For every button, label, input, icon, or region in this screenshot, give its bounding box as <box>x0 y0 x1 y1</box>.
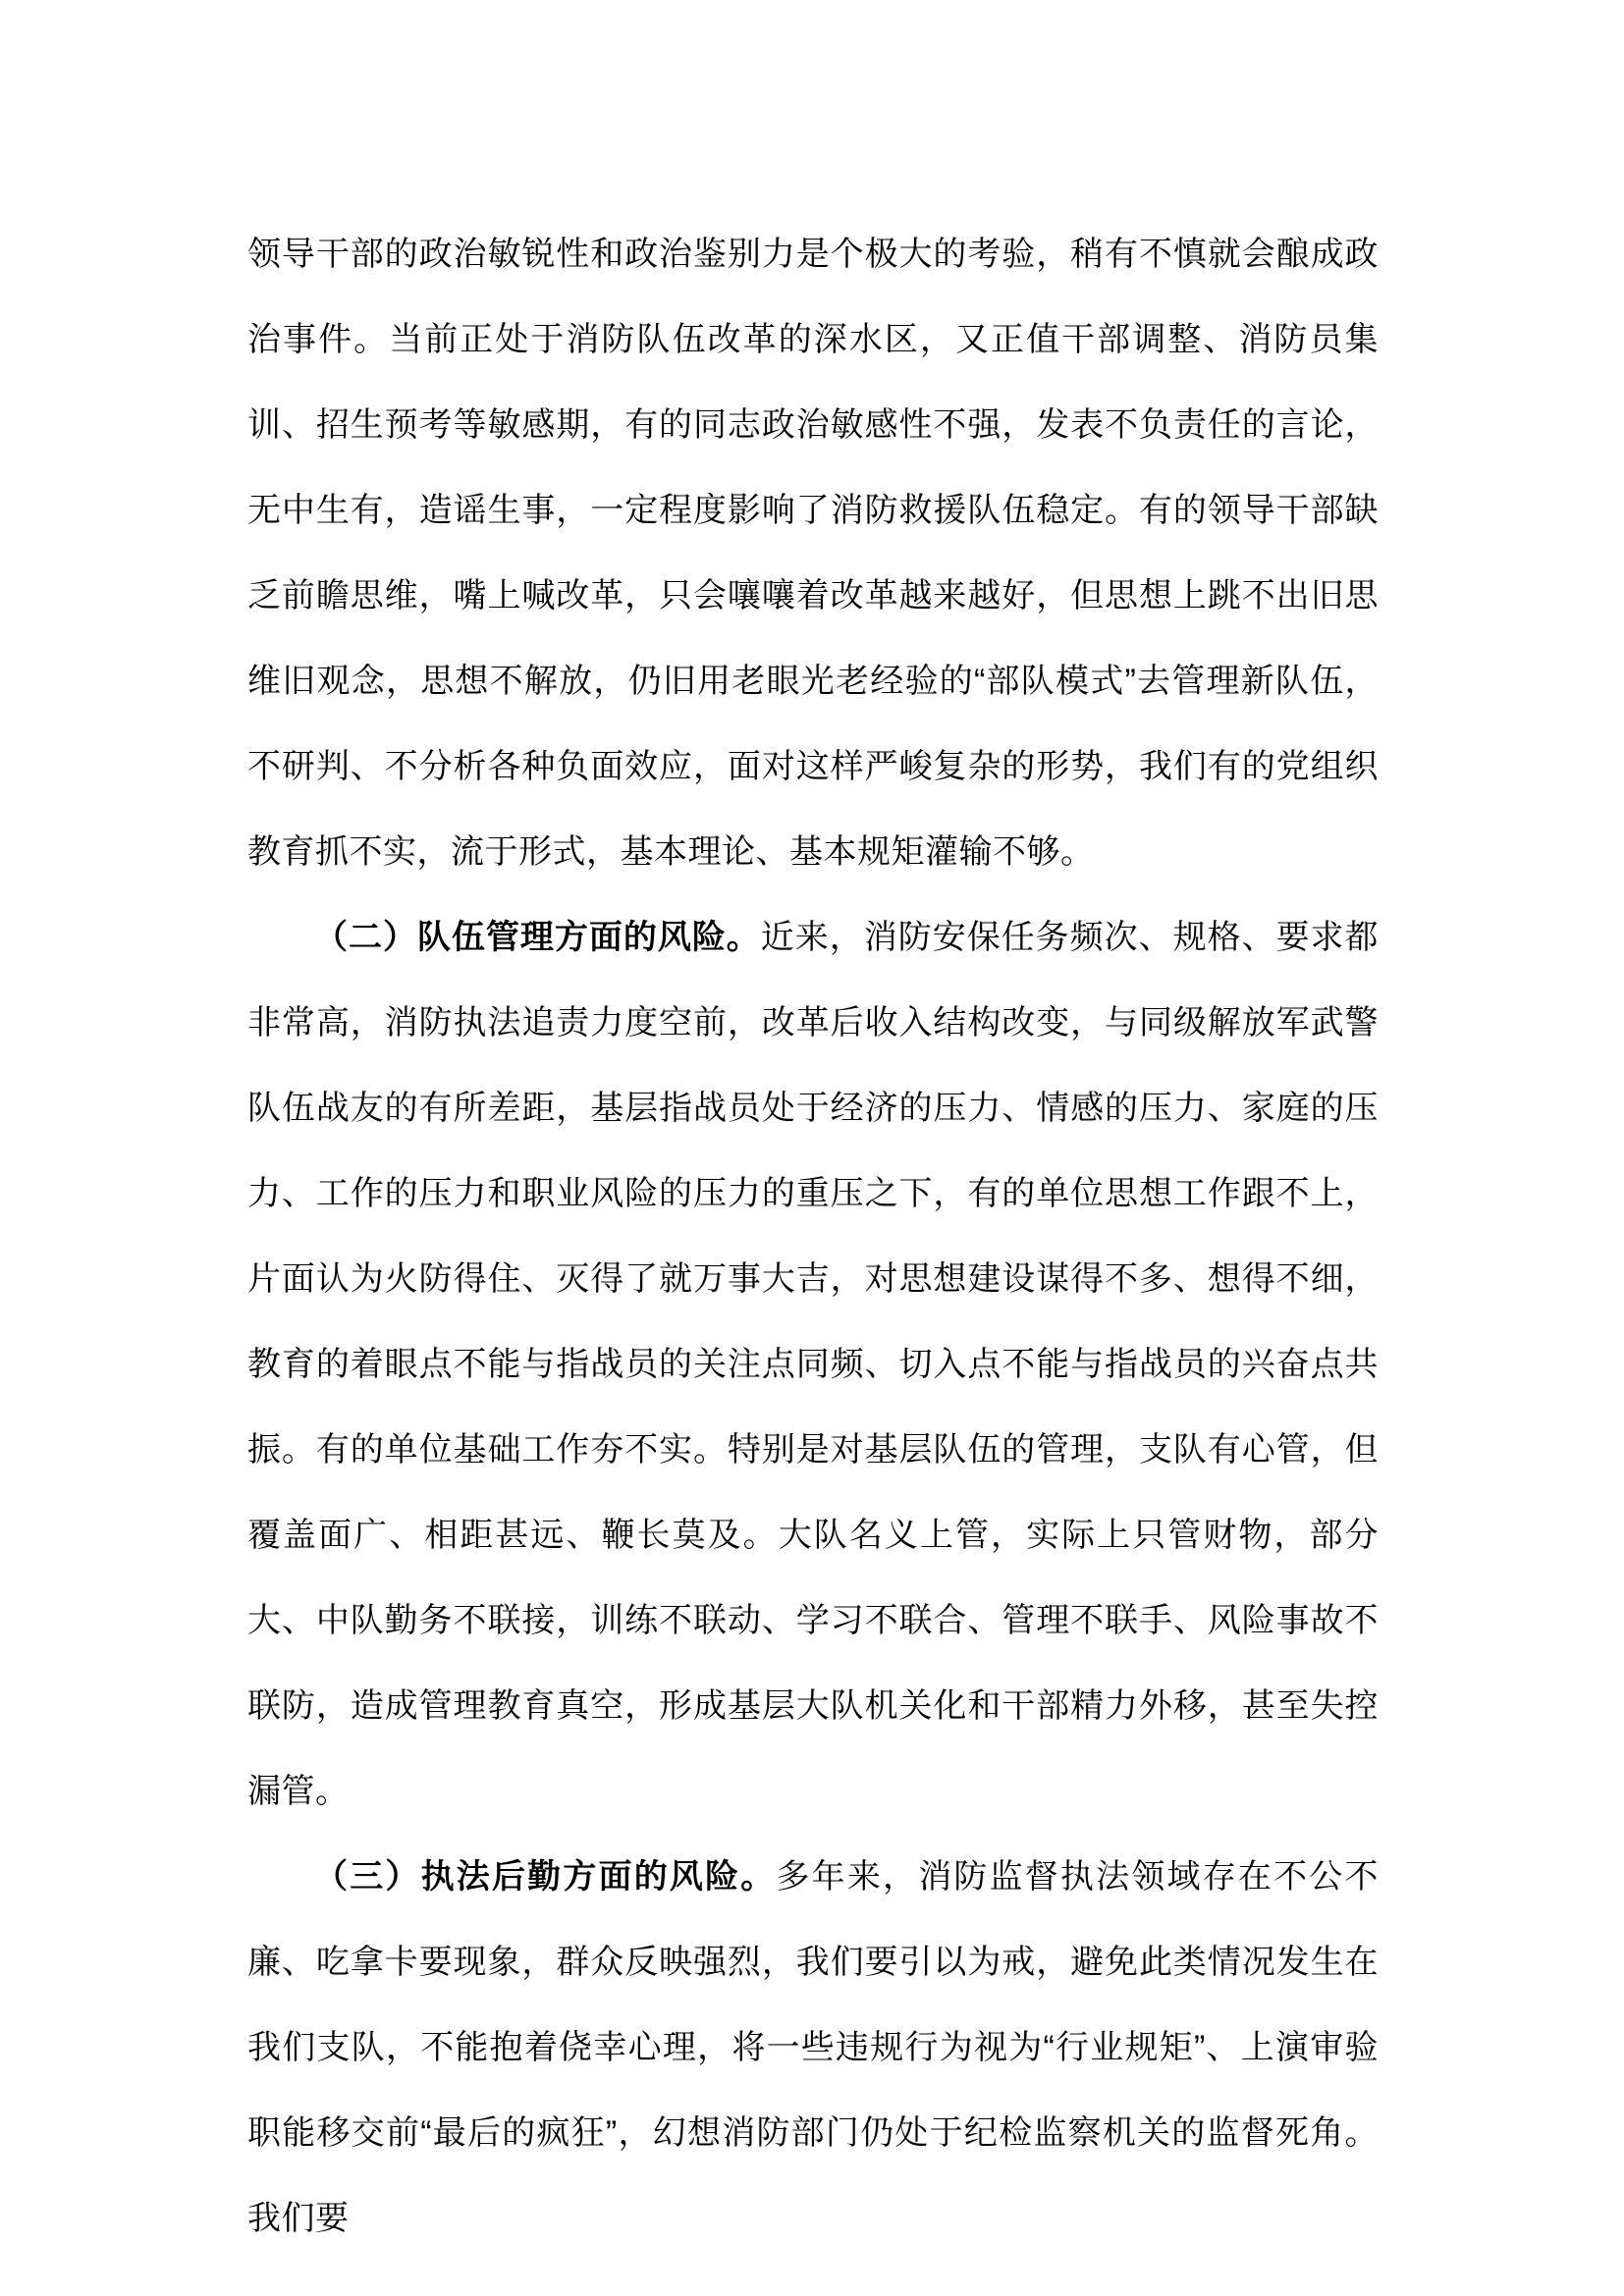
paragraph-text: 领导干部的政治敏锐性和政治鉴别力是个极大的考验，稍有不慎就会酿成政治事件。当前正处于消防队伍改革的深水区，又正值干部调整、消防员集训、招生预考等敏感期，有的同志政治敏感性不强，发表不负责任的言论，无中生有，造谣生事，一定程度影响了消防救援队伍稳定。有的领导干部缺乏前瞻思维，嘴上喊改革，只会嚷嚷着改革越来越好，但思想上跳不出旧思维旧观念，思想不解放，仍旧用老眼光老经验的“部队模式”去管理新队伍，不研判、不分析各种负面效应，面对这样严峻复杂的形势，我们有的党组织教育抓不实，流于形式，基本理论、基本规矩灌输不够。 <box>247 236 1379 871</box>
paragraph-text: 多年来，消防监督执法领域存在不公不廉、吃拿卡要现象，群众反映强烈，我们要引以为戒，避免此类情况发生在我们支队，不能抱着侥幸心理，将一些违规行为视为“行业规矩”、上演审验职能移交前“最后的疯狂”，幻想消防部门仍处于纪检监察机关的监督死角。我们要 <box>247 1858 1380 2237</box>
document-text-block <box>247 212 1379 2262</box>
section-heading-risk-team-management: （二）队伍管理方面的风险。 <box>314 919 761 956</box>
paragraph-section-2 <box>247 895 1379 1835</box>
paragraph-continuation <box>247 212 1379 895</box>
paragraph-section-3 <box>247 1835 1379 2262</box>
section-heading-risk-law-enforcement-logistics: （三）执法后勤方面的风险。 <box>314 1858 777 1896</box>
paragraph-text: 近来，消防安保任务频次、规格、要求都非常高，消防执法追责力度空前，改革后收入结构改变，与同级解放军武警队伍战友的有所差距，基层指战员处于经济的压力、情感的压力、家庭的压力、工作的压力和职业风险的压力的重压之下，有的单位思想工作跟不上，片面认为火防得住、灭得了就万事大吉，对思想建设谋得不多、想得不细，教育的着眼点不能与指战员的关注点同频、切入点不能与指战员的兴奋点共振。有的单位基础工作夯不实。特别是对基层队伍的管理，支队有心管，但覆盖面广、相距甚远、鞭长莫及。大队名义上管，实际上只管财物，部分大、中队勤务不联接，训练不联动、学习不联合、管理不联手、风险事故不联防，造成管理教育真空，形成基层大队机关化和干部精力外移，甚至失控漏管。 <box>247 919 1380 1810</box>
